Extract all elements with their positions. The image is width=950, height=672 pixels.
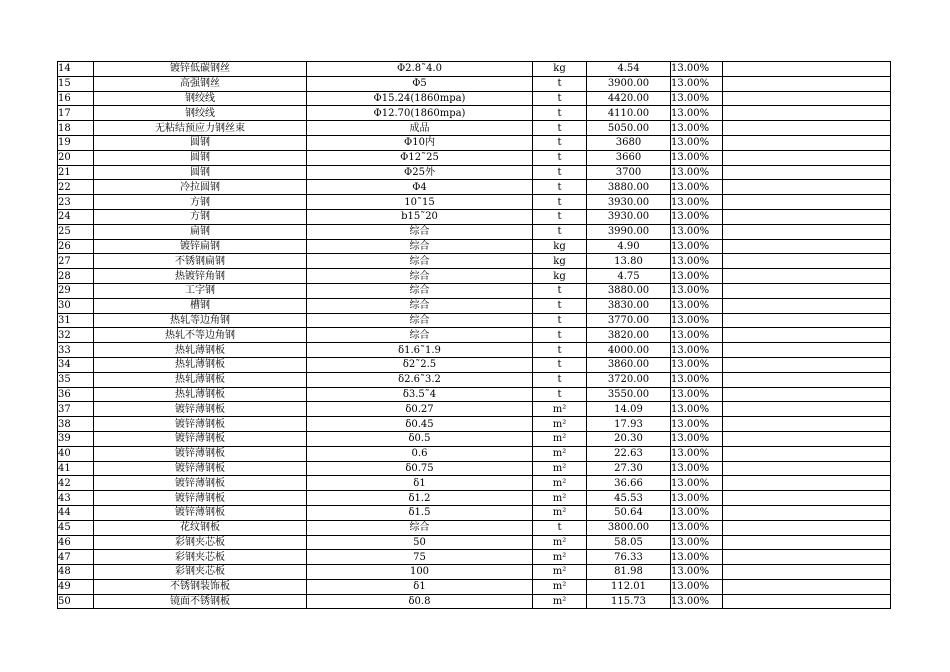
material-name-cell[interactable]: 彩钢夹芯板 (94, 535, 307, 550)
row-index-cell[interactable]: 26 (58, 239, 94, 254)
blank-cell[interactable] (723, 76, 891, 91)
spec-cell[interactable]: 综合 (307, 283, 533, 298)
price-cell[interactable]: 3660 (587, 150, 671, 165)
price-cell[interactable]: 27.30 (587, 461, 671, 476)
tax-rate-cell[interactable]: 13.00% (671, 565, 723, 580)
material-name-cell[interactable]: 工字钢 (94, 283, 307, 298)
unit-cell[interactable]: m² (533, 550, 587, 565)
table-row (58, 313, 891, 328)
unit-cell[interactable]: t (533, 209, 587, 224)
blank-cell[interactable] (723, 431, 891, 446)
blank-cell[interactable] (723, 446, 891, 461)
blank-cell[interactable] (723, 476, 891, 491)
unit-cell[interactable]: t (533, 121, 587, 136)
unit-cell[interactable]: kg (533, 62, 587, 77)
table-row (58, 476, 891, 491)
spec-cell[interactable]: δ2˜2.5 (307, 357, 533, 372)
row-index-cell[interactable]: 42 (58, 476, 94, 491)
material-name-cell[interactable]: 热轧薄钢板 (94, 357, 307, 372)
unit-cell[interactable]: m² (533, 476, 587, 491)
unit-cell[interactable]: m² (533, 579, 587, 594)
table-row (58, 343, 891, 358)
table-row (58, 224, 891, 239)
unit-cell[interactable]: t (533, 328, 587, 343)
material-name-cell[interactable]: 钢绞线 (94, 106, 307, 121)
tax-rate-cell[interactable]: 13.00% (671, 387, 723, 402)
material-name-cell[interactable]: 热轧薄钢板 (94, 343, 307, 358)
tax-rate-cell[interactable]: 13.00% (671, 135, 723, 150)
unit-cell[interactable]: m² (533, 535, 587, 550)
blank-cell[interactable] (723, 239, 891, 254)
tax-rate-cell[interactable]: 13.00% (671, 446, 723, 461)
row-index-cell[interactable]: 22 (58, 180, 94, 195)
unit-cell[interactable]: m² (533, 594, 587, 609)
row-index-cell[interactable]: 35 (58, 372, 94, 387)
row-index-cell[interactable]: 37 (58, 402, 94, 417)
material-name-cell[interactable]: 扁钢 (94, 224, 307, 239)
blank-cell[interactable] (723, 121, 891, 136)
material-name-cell[interactable]: 槽钢 (94, 298, 307, 313)
spec-cell[interactable]: δ3.5˜4 (307, 387, 533, 402)
blank-cell[interactable] (723, 91, 891, 106)
table-row (58, 239, 891, 254)
tax-rate-cell[interactable]: 13.00% (671, 313, 723, 328)
spec-cell[interactable]: 综合 (307, 520, 533, 535)
row-index-cell[interactable]: 33 (58, 343, 94, 358)
material-name-cell[interactable]: 无粘结预应力钢丝束 (94, 121, 307, 136)
price-cell[interactable]: 3800.00 (587, 520, 671, 535)
row-index-cell[interactable]: 32 (58, 328, 94, 343)
price-cell[interactable]: 4420.00 (587, 91, 671, 106)
table-row (58, 62, 891, 77)
blank-cell[interactable] (723, 283, 891, 298)
table-row (58, 357, 891, 372)
row-index-cell[interactable]: 43 (58, 491, 94, 506)
spec-cell[interactable]: 75 (307, 550, 533, 565)
price-cell[interactable]: 3700 (587, 165, 671, 180)
unit-cell[interactable]: m² (533, 505, 587, 520)
tax-rate-cell[interactable]: 13.00% (671, 224, 723, 239)
tax-rate-cell[interactable]: 13.00% (671, 165, 723, 180)
blank-cell[interactable] (723, 387, 891, 402)
material-name-cell[interactable]: 钢绞线 (94, 91, 307, 106)
price-cell[interactable]: 3990.00 (587, 224, 671, 239)
price-cell[interactable]: 5050.00 (587, 121, 671, 136)
table-row (58, 387, 891, 402)
unit-cell[interactable]: t (533, 313, 587, 328)
spec-cell[interactable]: Φ10内 (307, 135, 533, 150)
tax-rate-cell[interactable]: 13.00% (671, 328, 723, 343)
spec-cell[interactable]: 100 (307, 565, 533, 580)
material-name-cell[interactable]: 热镀锌角钢 (94, 269, 307, 284)
price-cell[interactable]: 3680 (587, 135, 671, 150)
row-index-cell[interactable]: 50 (58, 594, 94, 609)
blank-cell[interactable] (723, 357, 891, 372)
row-index-cell[interactable]: 41 (58, 461, 94, 476)
tax-rate-cell[interactable]: 13.00% (671, 372, 723, 387)
blank-cell[interactable] (723, 594, 891, 609)
table-row (58, 121, 891, 136)
row-index-cell[interactable]: 34 (58, 357, 94, 372)
row-index-cell[interactable]: 44 (58, 505, 94, 520)
table-row (58, 195, 891, 210)
blank-cell[interactable] (723, 165, 891, 180)
tax-rate-cell[interactable]: 13.00% (671, 402, 723, 417)
row-index-cell[interactable]: 30 (58, 298, 94, 313)
tax-rate-cell[interactable]: 13.00% (671, 195, 723, 210)
table-row (58, 505, 891, 520)
blank-cell[interactable] (723, 106, 891, 121)
material-name-cell[interactable]: 镀锌扁钢 (94, 239, 307, 254)
unit-cell[interactable]: m² (533, 461, 587, 476)
material-name-cell[interactable]: 热轧薄钢板 (94, 372, 307, 387)
table-row (58, 491, 891, 506)
spec-cell[interactable]: Φ4 (307, 180, 533, 195)
material-name-cell[interactable]: 圆钢 (94, 150, 307, 165)
blank-cell[interactable] (723, 579, 891, 594)
tax-rate-cell[interactable]: 13.00% (671, 431, 723, 446)
table-row (58, 135, 891, 150)
blank-cell[interactable] (723, 269, 891, 284)
unit-cell[interactable]: m² (533, 417, 587, 432)
row-index-cell[interactable]: 28 (58, 269, 94, 284)
table-row (58, 106, 891, 121)
table-row (58, 76, 891, 91)
spec-cell[interactable]: 综合 (307, 298, 533, 313)
table-row (58, 520, 891, 535)
table-row (58, 269, 891, 284)
table-row (58, 594, 891, 609)
price-cell[interactable]: 14.09 (587, 402, 671, 417)
table-row (58, 298, 891, 313)
tax-rate-cell[interactable]: 13.00% (671, 357, 723, 372)
price-cell[interactable]: 76.33 (587, 550, 671, 565)
table-row (58, 165, 891, 180)
spec-cell[interactable]: Φ2.8˜4.0 (307, 62, 533, 77)
blank-cell[interactable] (723, 520, 891, 535)
price-cell[interactable]: 13.80 (587, 254, 671, 269)
table-row (58, 461, 891, 476)
price-cell[interactable]: 4.54 (587, 62, 671, 77)
price-cell[interactable]: 3900.00 (587, 76, 671, 91)
row-index-cell[interactable]: 40 (58, 446, 94, 461)
table-row (58, 446, 891, 461)
row-index-cell[interactable]: 16 (58, 91, 94, 106)
unit-cell[interactable]: t (533, 76, 587, 91)
tax-rate-cell[interactable]: 13.00% (671, 491, 723, 506)
unit-cell[interactable]: kg (533, 269, 587, 284)
tax-rate-cell[interactable]: 13.00% (671, 520, 723, 535)
table-row (58, 431, 891, 446)
blank-cell[interactable] (723, 254, 891, 269)
material-name-cell[interactable]: 花纹钢板 (94, 520, 307, 535)
tax-rate-cell[interactable]: 13.00% (671, 62, 723, 77)
row-index-cell[interactable]: 31 (58, 313, 94, 328)
material-name-cell[interactable]: 不锈钢装饰板 (94, 579, 307, 594)
tax-rate-cell[interactable]: 13.00% (671, 121, 723, 136)
spec-cell[interactable]: Φ5 (307, 76, 533, 91)
spec-cell[interactable]: δ1.5 (307, 505, 533, 520)
unit-cell[interactable]: t (533, 224, 587, 239)
table-row (58, 579, 891, 594)
tax-rate-cell[interactable]: 13.00% (671, 535, 723, 550)
blank-cell[interactable] (723, 209, 891, 224)
blank-cell[interactable] (723, 550, 891, 565)
row-index-cell[interactable]: 14 (58, 62, 94, 77)
price-cell[interactable]: 50.64 (587, 505, 671, 520)
spec-cell[interactable]: 成品 (307, 121, 533, 136)
price-cell[interactable]: 3830.00 (587, 298, 671, 313)
tax-rate-cell[interactable]: 13.00% (671, 461, 723, 476)
spec-cell[interactable]: δ0.8 (307, 594, 533, 609)
spec-cell[interactable]: δ1 (307, 579, 533, 594)
spec-cell[interactable]: 50 (307, 535, 533, 550)
blank-cell[interactable] (723, 565, 891, 580)
price-cell[interactable]: 3930.00 (587, 195, 671, 210)
spec-cell[interactable]: δ0.45 (307, 417, 533, 432)
unit-cell[interactable]: t (533, 298, 587, 313)
row-index-cell[interactable]: 29 (58, 283, 94, 298)
price-cell[interactable]: 81.98 (587, 565, 671, 580)
price-cell[interactable]: 115.73 (587, 594, 671, 609)
table-row (58, 283, 891, 298)
blank-cell[interactable] (723, 461, 891, 476)
blank-cell[interactable] (723, 535, 891, 550)
row-index-cell[interactable]: 18 (58, 121, 94, 136)
material-name-cell[interactable]: 热轧不等边角钢 (94, 328, 307, 343)
price-cell[interactable]: 3820.00 (587, 328, 671, 343)
material-name-cell[interactable]: 镀锌薄钢板 (94, 505, 307, 520)
price-cell[interactable]: 3770.00 (587, 313, 671, 328)
price-cell[interactable]: 4000.00 (587, 343, 671, 358)
unit-cell[interactable]: t (533, 372, 587, 387)
price-cell[interactable]: 3720.00 (587, 372, 671, 387)
row-index-cell[interactable]: 36 (58, 387, 94, 402)
table-row (58, 209, 891, 224)
tax-rate-cell[interactable]: 13.00% (671, 269, 723, 284)
row-index-cell[interactable]: 38 (58, 417, 94, 432)
spec-cell[interactable]: 综合 (307, 269, 533, 284)
row-index-cell[interactable]: 25 (58, 224, 94, 239)
unit-cell[interactable]: t (533, 150, 587, 165)
material-name-cell[interactable]: 高强钢丝 (94, 76, 307, 91)
spec-cell[interactable]: δ0.27 (307, 402, 533, 417)
unit-cell[interactable]: m² (533, 565, 587, 580)
row-index-cell[interactable]: 19 (58, 135, 94, 150)
material-name-cell[interactable]: 镀锌低碳钢丝 (94, 62, 307, 77)
table-row (58, 328, 891, 343)
row-index-cell[interactable]: 24 (58, 209, 94, 224)
blank-cell[interactable] (723, 180, 891, 195)
price-cell[interactable]: 112.01 (587, 579, 671, 594)
material-name-cell[interactable]: 镀锌薄钢板 (94, 446, 307, 461)
row-index-cell[interactable]: 20 (58, 150, 94, 165)
spec-cell[interactable]: δ1.2 (307, 491, 533, 506)
spec-cell[interactable]: Φ12˜25 (307, 150, 533, 165)
unit-cell[interactable]: t (533, 387, 587, 402)
tax-rate-cell[interactable]: 13.00% (671, 209, 723, 224)
blank-cell[interactable] (723, 402, 891, 417)
row-index-cell[interactable]: 23 (58, 195, 94, 210)
material-name-cell[interactable]: 热轧等边角钢 (94, 313, 307, 328)
blank-cell[interactable] (723, 298, 891, 313)
spec-cell[interactable]: 综合 (307, 254, 533, 269)
unit-cell[interactable]: t (533, 357, 587, 372)
unit-cell[interactable]: t (533, 165, 587, 180)
unit-cell[interactable]: t (533, 91, 587, 106)
tax-rate-cell[interactable]: 13.00% (671, 180, 723, 195)
row-index-cell[interactable]: 48 (58, 565, 94, 580)
blank-cell[interactable] (723, 224, 891, 239)
price-table (57, 61, 891, 609)
row-index-cell[interactable]: 49 (58, 579, 94, 594)
material-name-cell[interactable]: 镀锌薄钢板 (94, 491, 307, 506)
material-name-cell[interactable]: 镀锌薄钢板 (94, 417, 307, 432)
blank-cell[interactable] (723, 313, 891, 328)
spec-cell[interactable]: δ2.6˜3.2 (307, 372, 533, 387)
price-cell[interactable]: 3880.00 (587, 283, 671, 298)
material-name-cell[interactable]: 彩钢夹芯板 (94, 565, 307, 580)
material-name-cell[interactable]: 镀锌薄钢板 (94, 461, 307, 476)
blank-cell[interactable] (723, 328, 891, 343)
material-name-cell[interactable]: 圆钢 (94, 165, 307, 180)
table-row (58, 565, 891, 580)
table-row (58, 150, 891, 165)
price-cell[interactable]: 4.90 (587, 239, 671, 254)
tax-rate-cell[interactable]: 13.00% (671, 417, 723, 432)
spec-cell[interactable]: δ0.75 (307, 461, 533, 476)
tax-rate-cell[interactable]: 13.00% (671, 76, 723, 91)
material-name-cell[interactable]: 镀锌薄钢板 (94, 476, 307, 491)
unit-cell[interactable]: m² (533, 446, 587, 461)
tax-rate-cell[interactable]: 13.00% (671, 254, 723, 269)
price-cell[interactable]: 36.66 (587, 476, 671, 491)
spec-cell[interactable]: 综合 (307, 313, 533, 328)
tax-rate-cell[interactable]: 13.00% (671, 476, 723, 491)
unit-cell[interactable]: t (533, 180, 587, 195)
unit-cell[interactable]: t (533, 520, 587, 535)
tax-rate-cell[interactable]: 13.00% (671, 106, 723, 121)
unit-cell[interactable]: m² (533, 431, 587, 446)
price-cell[interactable]: 4.75 (587, 269, 671, 284)
material-name-cell[interactable]: 镀锌薄钢板 (94, 402, 307, 417)
table-row (58, 180, 891, 195)
spec-cell[interactable]: Φ12.70(1860mpa) (307, 106, 533, 121)
spec-cell[interactable]: 10˜15 (307, 195, 533, 210)
price-cell[interactable]: 17.93 (587, 417, 671, 432)
material-name-cell[interactable]: 镀锌薄钢板 (94, 431, 307, 446)
material-name-cell[interactable]: 彩钢夹芯板 (94, 550, 307, 565)
tax-rate-cell[interactable]: 13.00% (671, 283, 723, 298)
blank-cell[interactable] (723, 150, 891, 165)
table-row (58, 402, 891, 417)
tax-rate-cell[interactable]: 13.00% (671, 505, 723, 520)
spec-cell[interactable]: 综合 (307, 239, 533, 254)
table-row (58, 254, 891, 269)
blank-cell[interactable] (723, 195, 891, 210)
unit-cell[interactable]: t (533, 283, 587, 298)
spec-cell[interactable]: 0.6 (307, 446, 533, 461)
tax-rate-cell[interactable]: 13.00% (671, 298, 723, 313)
unit-cell[interactable]: kg (533, 239, 587, 254)
material-name-cell[interactable]: 不锈钢扁钢 (94, 254, 307, 269)
material-name-cell[interactable]: 方钢 (94, 209, 307, 224)
tax-rate-cell[interactable]: 13.00% (671, 343, 723, 358)
row-index-cell[interactable]: 39 (58, 431, 94, 446)
material-name-cell[interactable]: 冷拉圆钢 (94, 180, 307, 195)
row-index-cell[interactable]: 46 (58, 535, 94, 550)
spec-cell[interactable]: δ1.6˜1.9 (307, 343, 533, 358)
price-cell[interactable]: 3930.00 (587, 209, 671, 224)
row-index-cell[interactable]: 21 (58, 165, 94, 180)
material-name-cell[interactable]: 热轧薄钢板 (94, 387, 307, 402)
unit-cell[interactable]: t (533, 343, 587, 358)
table-row (58, 535, 891, 550)
price-cell[interactable]: 4110.00 (587, 106, 671, 121)
spec-cell[interactable]: Φ15.24(1860mpa) (307, 91, 533, 106)
spec-cell[interactable]: δ1 (307, 476, 533, 491)
row-index-cell[interactable]: 17 (58, 106, 94, 121)
material-name-cell[interactable]: 圆钢 (94, 135, 307, 150)
price-cell[interactable]: 3550.00 (587, 387, 671, 402)
table-row (58, 417, 891, 432)
price-cell[interactable]: 20.30 (587, 431, 671, 446)
price-cell[interactable]: 3880.00 (587, 180, 671, 195)
blank-cell[interactable] (723, 135, 891, 150)
blank-cell[interactable] (723, 372, 891, 387)
unit-cell[interactable]: t (533, 195, 587, 210)
price-cell[interactable]: 45.53 (587, 491, 671, 506)
unit-cell[interactable]: m² (533, 491, 587, 506)
tax-rate-cell[interactable]: 13.00% (671, 579, 723, 594)
blank-cell[interactable] (723, 62, 891, 77)
spec-cell[interactable]: 综合 (307, 224, 533, 239)
spec-cell[interactable]: Φ25外 (307, 165, 533, 180)
spec-cell[interactable]: 综合 (307, 328, 533, 343)
table-body (58, 62, 891, 609)
spec-cell[interactable]: b15˜20 (307, 209, 533, 224)
price-cell[interactable]: 22.63 (587, 446, 671, 461)
material-name-cell[interactable]: 镜面不锈钢板 (94, 594, 307, 609)
spec-cell[interactable]: δ0.5 (307, 431, 533, 446)
blank-cell[interactable] (723, 491, 891, 506)
blank-cell[interactable] (723, 417, 891, 432)
price-cell[interactable]: 58.05 (587, 535, 671, 550)
unit-cell[interactable]: m² (533, 402, 587, 417)
material-name-cell[interactable]: 方钢 (94, 195, 307, 210)
tax-rate-cell[interactable]: 13.00% (671, 550, 723, 565)
unit-cell[interactable]: kg (533, 254, 587, 269)
table-row (58, 372, 891, 387)
tax-rate-cell[interactable]: 13.00% (671, 150, 723, 165)
row-index-cell[interactable]: 47 (58, 550, 94, 565)
unit-cell[interactable]: t (533, 135, 587, 150)
blank-cell[interactable] (723, 343, 891, 358)
table-row (58, 91, 891, 106)
row-index-cell[interactable]: 45 (58, 520, 94, 535)
row-index-cell[interactable]: 27 (58, 254, 94, 269)
tax-rate-cell[interactable]: 13.00% (671, 239, 723, 254)
row-index-cell[interactable]: 15 (58, 76, 94, 91)
tax-rate-cell[interactable]: 13.00% (671, 594, 723, 609)
table-row (58, 550, 891, 565)
tax-rate-cell[interactable]: 13.00% (671, 91, 723, 106)
blank-cell[interactable] (723, 505, 891, 520)
price-cell[interactable]: 3860.00 (587, 357, 671, 372)
unit-cell[interactable]: t (533, 106, 587, 121)
